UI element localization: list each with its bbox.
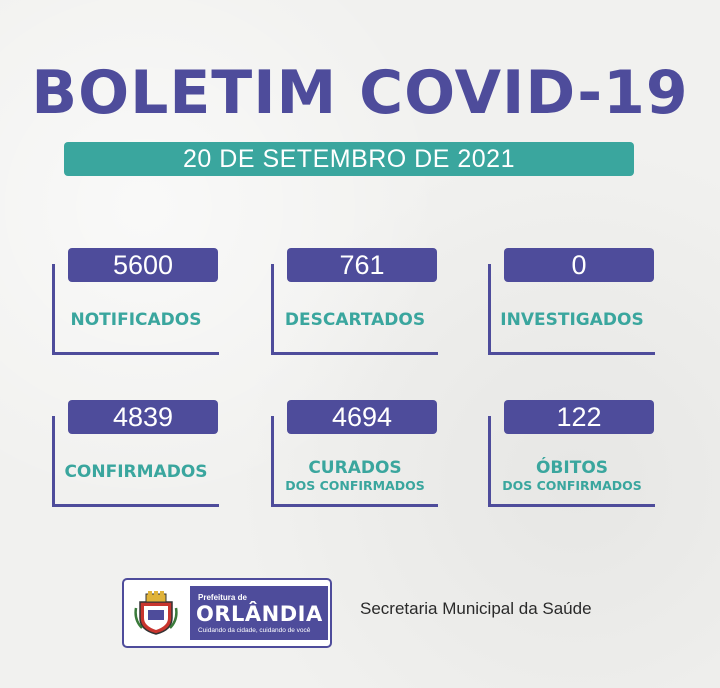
card-label: CURADOS xyxy=(308,458,402,478)
card-value: 4839 xyxy=(68,400,218,434)
page-title: BOLETIM COVID-19 xyxy=(31,58,689,128)
card-sublabel: DOS CONFIRMADOS xyxy=(502,478,642,493)
card-confirmados xyxy=(52,400,220,506)
card-value: 5600 xyxy=(68,248,218,282)
department-name: Secretaria Municipal da Saúde xyxy=(360,599,592,618)
logo-tagline: Cuidando da cidade, cuidando de você xyxy=(198,627,311,634)
card-obitos xyxy=(488,400,656,506)
card-notificados xyxy=(52,248,220,354)
card-value: 122 xyxy=(504,400,654,434)
card-sublabel: DOS CONFIRMADOS xyxy=(285,478,425,493)
card-investigados xyxy=(488,248,656,354)
logo-wordmark xyxy=(190,586,328,640)
card-value: 761 xyxy=(287,248,437,282)
orlandia-logo xyxy=(122,578,332,648)
card-label: INVESTIGADOS xyxy=(500,310,644,330)
card-value: 0 xyxy=(504,248,654,282)
logo-prefix: Prefeitura de xyxy=(198,593,247,602)
card-value: 4694 xyxy=(287,400,437,434)
card-label: ÓBITOS xyxy=(535,458,609,478)
card-descartados xyxy=(271,248,439,354)
card-label: NOTIFICADOS xyxy=(70,310,202,330)
coat-of-arms-icon xyxy=(134,590,178,636)
card-label: CONFIRMADOS xyxy=(64,462,208,482)
card-label: DESCARTADOS xyxy=(284,310,426,330)
date-banner: 20 DE SETEMBRO DE 2021 xyxy=(64,142,634,176)
card-curados xyxy=(271,400,439,506)
logo-name: ORLÂNDIA xyxy=(196,602,323,626)
